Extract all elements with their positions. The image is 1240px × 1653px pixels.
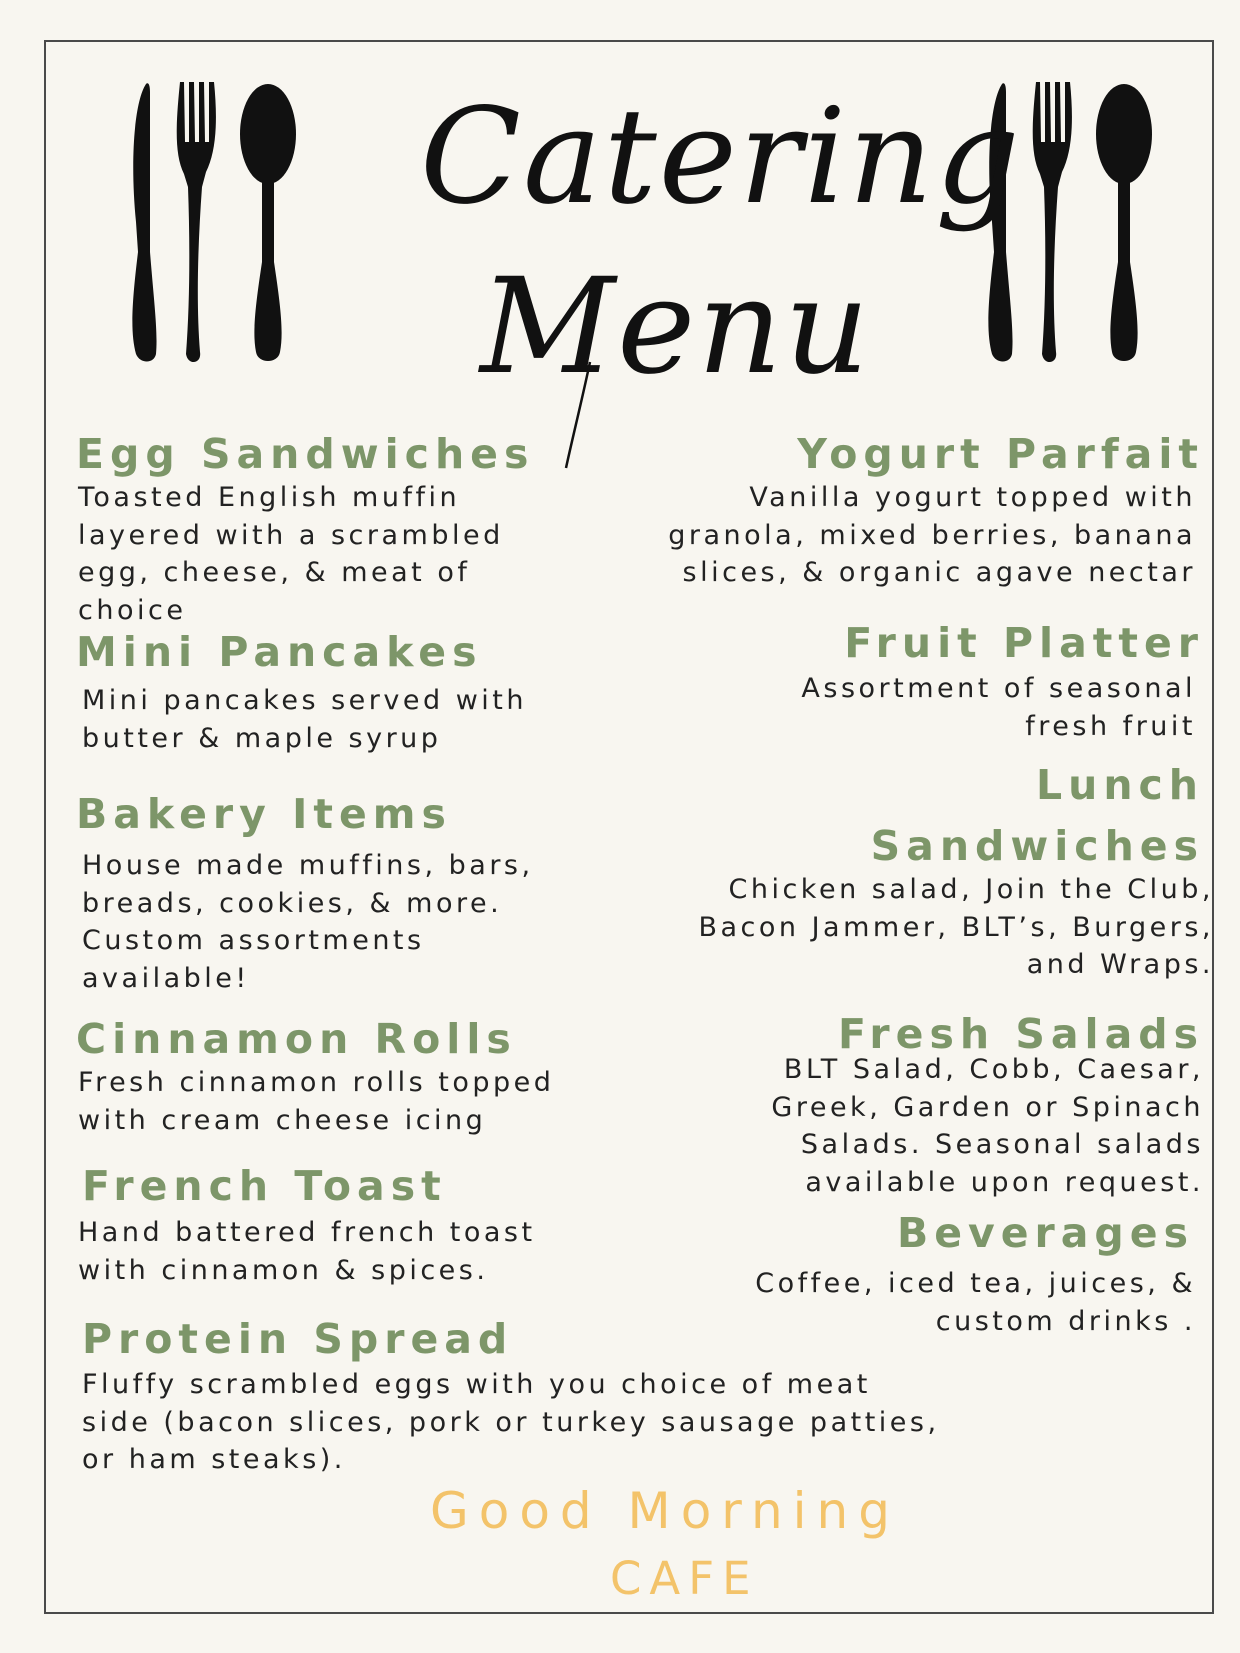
bakery-items-title: Bakery Items <box>76 790 452 838</box>
lunch-sandwiches-desc: Chicken salad, Join the Club, Bacon Jammer, BLT’s, Burgers, and Wraps. <box>698 874 1214 980</box>
mini-pancakes-desc: Mini pancakes served with butter & maple syrup <box>82 685 527 754</box>
protein-spread-title: Protein Spread <box>82 1315 514 1363</box>
lunch-sandwiches-title-line2: Sandwiches <box>870 822 1204 870</box>
yogurt-parfait-title: Yogurt Parfait <box>797 430 1204 478</box>
french-toast-desc: Hand battered french toast with cinnamon & spices. <box>78 1217 536 1286</box>
fresh-salads-title: Fresh Salads <box>838 1010 1204 1058</box>
beverages-desc: Coffee, iced tea, juices, & custom drinks . <box>755 1268 1196 1337</box>
cinnamon-rolls-title: Cinnamon Rolls <box>76 1015 517 1063</box>
fresh-salads-desc: BLT Salad, Cobb, Caesar, Greek, Garden or Spinach Salads. Seasonal salads available upon request. <box>771 1054 1204 1198</box>
cafe-name-line2: CAFE <box>610 1552 759 1605</box>
yogurt-parfait-desc: Vanilla yogurt topped with granola, mixed berries, banana slices, & organic agave nectar <box>668 482 1196 588</box>
lunch-sandwiches-title-line1: Lunch <box>1036 761 1204 809</box>
utensils-icon <box>128 82 313 364</box>
protein-spread-desc: Fluffy scrambled eggs with you choice of meat side (bacon slices, pork or turkey sausage patties, or ham steaks). <box>82 1369 940 1475</box>
beverages-title: Beverages <box>896 1209 1194 1257</box>
egg-sandwiches-title: Egg Sandwiches <box>76 430 535 478</box>
fruit-platter-title: Fruit Platter <box>844 619 1204 667</box>
cafe-name-line1: Good Morning <box>430 1482 900 1540</box>
page-title-line1: Catering <box>420 80 1022 234</box>
title-flourish <box>560 360 600 470</box>
cinnamon-rolls-desc: Fresh cinnamon rolls topped with cream cheese icing <box>78 1067 555 1136</box>
bakery-items-desc: House made muffins, bars, breads, cookies, & more. Custom assortments available! <box>82 850 534 994</box>
egg-sandwiches-desc: Toasted English muffin layered with a scrambled egg, cheese, & meat of choice <box>78 482 504 626</box>
fruit-platter-desc: Assortment of seasonal fresh fruit <box>801 673 1196 742</box>
mini-pancakes-title: Mini Pancakes <box>76 628 483 676</box>
page-title-line2: Menu <box>480 250 872 404</box>
french-toast-title: French Toast <box>82 1162 447 1210</box>
